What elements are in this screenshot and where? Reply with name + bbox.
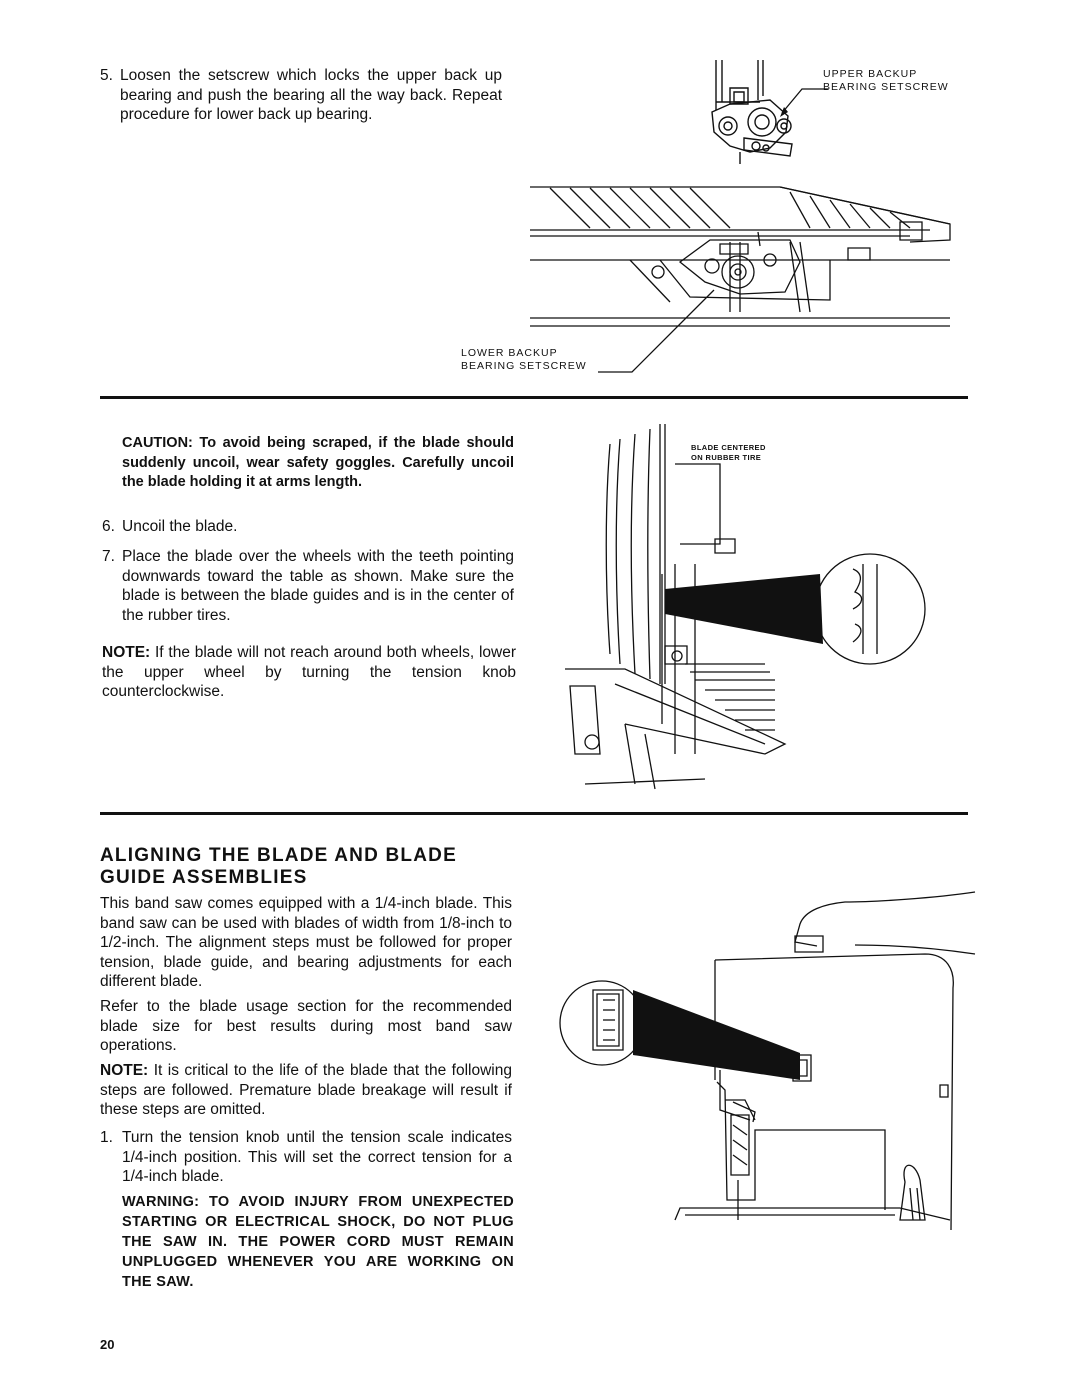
caution-text: CAUTION: To avoid being scraped, if the blade should suddenly uncoil, wear safety goggles. Carefully uncoil the blade holding it at arms length. [122, 435, 514, 490]
label-line: LOWER BACKUP [461, 347, 558, 359]
paragraph-blade-widths: This band saw comes equipped with a 1/4-inch blade. This band saw can be used with blades of width from 1/8-inch to 1/2-inch. The alignment steps must be followed for proper tension, blade guide, and bearing adjustments for each different blade. [100, 895, 512, 990]
lower-bearing-table-illustration [530, 182, 950, 332]
step-text: Loosen the setscrew which locks the upper back up bearing and push the bearing all the way back. Repeat procedure for lower back up bearing. [120, 67, 502, 123]
label-line: BEARING SETSCREW [823, 81, 949, 93]
step-6 [102, 517, 514, 537]
tension-scale-illustration [555, 890, 980, 1245]
note-label: NOTE: [100, 1062, 149, 1079]
step-number: 7. [102, 548, 115, 565]
label-line: UPPER BACKUP [823, 68, 918, 80]
note-blade-reach [102, 643, 516, 702]
note-text: It is critical to the life of the blade that the following steps are followed. Premature blade breakage will result if these steps are omitted. [100, 1062, 512, 1118]
step-7 [102, 547, 514, 625]
note-text: If the blade will not reach around both wheels, lower the upper wheel by turning the tension knob counterclockwise. [102, 644, 516, 700]
lower-backup-label [461, 347, 587, 373]
note-critical [100, 1061, 512, 1120]
upper-backup-label [823, 68, 949, 94]
label-line: ON RUBBER TIRE [691, 453, 762, 462]
step-text: Uncoil the blade. [122, 518, 238, 535]
label-line: BEARING SETSCREW [461, 360, 587, 372]
section-divider [100, 396, 968, 399]
warning-text: WARNING: TO AVOID INJURY FROM UNEXPECTED STARTING OR ELECTRICAL SHOCK, DO NOT PLUG THE SAW IN. THE POWER CORD MUST REMAIN UNPLUGGED WHENEVER YOU ARE WORKING ON THE SAW. [122, 1194, 514, 1290]
step-5 [100, 66, 502, 125]
step-number: 1. [100, 1129, 113, 1146]
section-divider [100, 812, 968, 815]
paragraph-blade-usage: Refer to the blade usage section for the recommended blade size for best results during most band saw operations. [100, 998, 512, 1054]
note-label: NOTE: [102, 644, 151, 661]
heading-line: GUIDE ASSEMBLIES [100, 867, 308, 888]
page-number: 20 [100, 1337, 115, 1352]
step-number: 5. [100, 67, 113, 84]
lower-leader-line [596, 288, 716, 378]
blade-centered-label [691, 443, 766, 463]
blade-on-wheel-illustration [565, 424, 935, 794]
section-heading [100, 845, 520, 889]
step-text: Place the blade over the wheels with the teeth pointing downwards toward the table as shown. Make sure the blade is between the blade guides and is in the center of the rubber tires. [122, 548, 514, 624]
heading-line: ALIGNING THE BLADE AND BLADE [100, 845, 457, 866]
step-text: Turn the tension knob until the tension scale indicates 1/4-inch position. This will set the correct tension for a 1/4-inch blade. [122, 1129, 512, 1185]
step-1 [100, 1128, 512, 1187]
step-number: 6. [102, 518, 115, 535]
label-line: BLADE CENTERED [691, 443, 766, 452]
